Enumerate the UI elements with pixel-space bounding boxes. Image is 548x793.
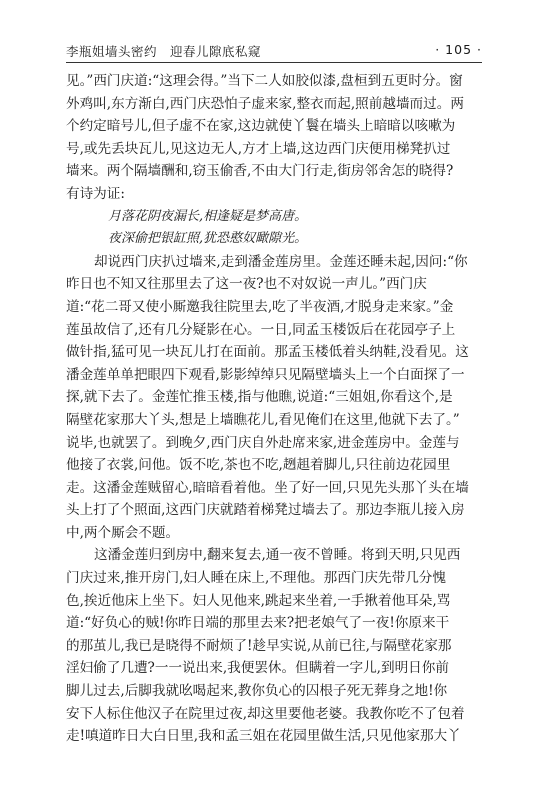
page-number: · 105 · bbox=[435, 42, 482, 57]
text-line: 昨日也不知又往那里去了这一夜?也不对奴说一声儿。”西门庆 bbox=[66, 276, 427, 293]
text-line: 外鸡叫,东方渐白,西门庆恐怕子虚来家,整衣而起,照前越墙而过。两 bbox=[66, 95, 464, 112]
text-line: 头上打了个照面,这西门庆就踏着梯凳过墙去了。那边李瓶儿接入房 bbox=[66, 502, 465, 519]
text-line: 脚儿过去,后脚我就吆喝起来,教你负心的囚根子死无葬身之地!你 bbox=[66, 683, 448, 700]
text-line: 墙来。两个隔墙酬和,窃玉偷香,不由大门行走,街房邻舍怎的晓得? bbox=[66, 163, 454, 180]
text-line: 隔壁花家那大丫头,想是上墙瞧花儿,看见俺们在这里,他就下去了。” bbox=[66, 411, 460, 428]
text-line: 门庆过来,推开房门,妇人睡在床上,不理他。那西门庆先带几分愧 bbox=[66, 570, 446, 587]
text-line: 走。这潘金莲贼留心,暗暗看着他。坐了好一回,只见先头那丫头在墙 bbox=[66, 479, 469, 496]
text-line: 这潘金莲归到房中,翻来复去,通一夜不曾睡。将到天明,只见西 bbox=[94, 547, 461, 564]
text-line: 有诗为证: bbox=[66, 185, 125, 202]
text-line: 莲虽故信了,还有几分疑影在心。一日,同孟玉楼饭后在花园亭子上 bbox=[66, 321, 456, 338]
text-line: 中,两个厮会不题。 bbox=[66, 524, 180, 541]
text-line: 淫妇偷了几遭?一一说出来,我便罢休。但瞒着一字儿,到明日你前 bbox=[66, 660, 449, 677]
text-line: 道:“好负心的贼!你昨日端的那里去来?把老娘气了一夜!你原来干 bbox=[66, 615, 450, 632]
text-line: 做针指,猛可见一块瓦儿打在面前。那孟玉楼低着头纳鞋,没看见。这 bbox=[66, 344, 469, 361]
text-line: 他接了衣裳,问他。饭不吃,茶也不吃,趔趄着脚儿,只往前边花园里 bbox=[66, 457, 451, 474]
poem-line: 月落花阴夜漏长,相逢疑是梦高唐。 bbox=[108, 208, 308, 224]
body-text bbox=[66, 70, 482, 748]
text-line: 号,或先丢块瓦儿,见这边无人,方才上墙,这边西门庆便用梯凳扒过 bbox=[66, 140, 451, 157]
text-line: 潘金莲单单把眼四下观看,影影绰绰只见隔壁墙头上一个白面探了一 bbox=[66, 366, 465, 383]
running-header bbox=[66, 40, 482, 63]
text-line: 走!嗔道昨日大白日里,我和孟三姐在花园里做生活,只见他家那大丫 bbox=[66, 728, 461, 745]
text-line: 见。”西门庆道:“这理会得。”当下二人如胶似漆,盘桓到五更时分。窗 bbox=[66, 73, 463, 89]
text-line: 探,就下去了。金莲忙推玉楼,指与他瞧,说道:“三姐姐,你看这个,是 bbox=[66, 389, 453, 406]
text-line: 道:“花二哥又使小厮邀我往院里去,吃了半夜酒,才脱身走来家。”金 bbox=[66, 298, 454, 315]
poem-line: 夜深偷把银缸照,犹恐憨奴瞰隙光。 bbox=[108, 231, 308, 247]
text-line: 色,挨近他床上坐下。妇人见他来,跳起来坐着,一手揪着他耳朵,骂 bbox=[66, 592, 451, 609]
text-line: 的那茧儿,我已是晓得不耐烦了!趁早实说,从前已往,与隔壁花家那 bbox=[66, 637, 452, 654]
running-title: 李瓶姐墙头密约 迎春儿隙底私窥 bbox=[66, 44, 262, 59]
text-line: 说毕,也就罢了。到晚夕,西门庆自外赴席来家,进金莲房中。金莲与 bbox=[66, 434, 460, 451]
text-line: 却说西门庆扒过墙来,走到潘金莲房里。金莲还睡未起,因问:“你 bbox=[94, 253, 468, 270]
text-line: 安下人标住他汉子在院里过夜,却这里要他老婆。我教你吃不了包着 bbox=[66, 705, 465, 722]
text-line: 个约定暗号儿,但子虚不在家,这边就使丫鬟在墙头上暗暗以咳嗽为 bbox=[66, 118, 456, 135]
